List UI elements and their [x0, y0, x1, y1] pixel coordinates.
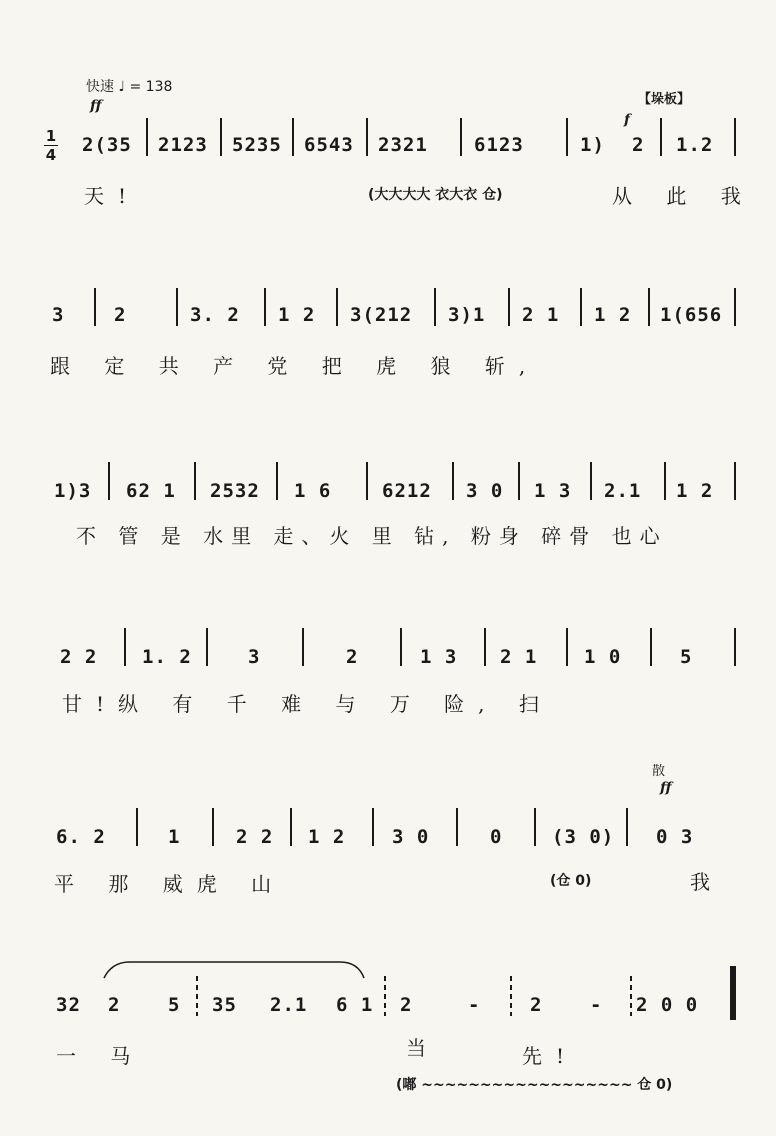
note-group: 1(656: [660, 304, 723, 326]
note-group: 1 2: [594, 304, 632, 326]
note-group: 1): [580, 134, 605, 156]
note-group: 2 2: [236, 826, 274, 848]
note-group: 1)3: [54, 480, 92, 502]
note-group: 1 3: [420, 646, 458, 668]
note-group: 2.1: [604, 480, 642, 502]
note-group: 1 3: [534, 480, 572, 502]
note-group: 1. 2: [142, 646, 192, 668]
note-group: 1.2: [676, 134, 714, 156]
lyric-line: 不 管 是 水里 走、火 里 钻, 粉身 碎骨 也心: [76, 524, 668, 548]
note-group: 0 3: [656, 826, 694, 848]
note-group: 0: [490, 826, 503, 848]
note-group: 2 1: [500, 646, 538, 668]
note-group: 5: [168, 994, 181, 1016]
note-group: 3(212: [350, 304, 413, 326]
banban-label: 【垛板】: [637, 92, 690, 107]
time-signature-top: 1: [45, 127, 57, 145]
note-group: 62 1: [126, 480, 176, 502]
note-group: 1 2: [308, 826, 346, 848]
note-group: 3 0: [392, 826, 430, 848]
note-group: 3. 2: [190, 304, 240, 326]
time-signature-bottom: 4: [45, 146, 57, 164]
note-group: 2 2: [60, 646, 98, 668]
time-signature: [44, 128, 58, 163]
note-group: 1 0: [584, 646, 622, 668]
tempo-marking: 快速 ♩ = 138: [86, 79, 173, 95]
note-group: 2.1: [270, 994, 308, 1016]
percussion-line: (大大大大 衣大衣 仓): [368, 187, 503, 203]
lyric-line: 从 此 我: [612, 184, 755, 208]
note-group: 6543: [304, 134, 354, 156]
note-group: 1 2: [676, 480, 714, 502]
note-group: 35: [212, 994, 237, 1016]
lyric-line: 一 马: [56, 1044, 145, 1068]
lyric-line: 我: [690, 870, 724, 894]
lyric-line: 跟 定 共 产 党 把 虎 狼 斩,: [50, 354, 540, 378]
dynamic-ff: ff: [660, 780, 672, 796]
note-group: 2123: [158, 134, 208, 156]
percussion-line: (嘟 ~~~~~~~~~~~~~~~~~~ 仓 0): [396, 1077, 673, 1093]
dynamic-f: f: [624, 112, 631, 128]
note-group: (3 0): [552, 826, 615, 848]
note-group: 1 6: [294, 480, 332, 502]
note-group: 6. 2: [56, 826, 106, 848]
note-group: 2: [346, 646, 359, 668]
note-group: 3 0: [466, 480, 504, 502]
note-group: 1 2: [278, 304, 316, 326]
slur: [100, 960, 370, 980]
note-group: 2532: [210, 480, 260, 502]
note-group: 6 1: [336, 994, 374, 1016]
note-group: 2321: [378, 134, 428, 156]
note-group: 3: [52, 304, 65, 326]
note-group: 1: [168, 826, 181, 848]
note-group: 2: [530, 994, 543, 1016]
lyric-line: 甘!纵 有 千 难 与 万 险, 扫: [62, 692, 553, 716]
lyric-line: 天!: [84, 184, 141, 208]
dynamic-ff: ff: [90, 98, 102, 114]
note-group: -: [590, 994, 603, 1016]
note-group: -: [468, 994, 481, 1016]
sanban-marking: 散: [652, 764, 666, 779]
note-group: 6212: [382, 480, 432, 502]
note-group: 3)1: [448, 304, 486, 326]
note-group: 5235: [232, 134, 282, 156]
note-group: 32: [56, 994, 81, 1016]
note-group: 2: [632, 134, 645, 156]
note-group: 2 1: [522, 304, 560, 326]
lyric-line: 先!: [522, 1044, 579, 1068]
note-group: 2: [108, 994, 121, 1016]
note-group: 3: [248, 646, 261, 668]
percussion-line: (仓 0): [550, 873, 592, 889]
note-group: 2 0 0: [636, 994, 699, 1016]
lyric-line: 平 那 威虎 山: [54, 872, 286, 896]
note-group: 6123: [474, 134, 524, 156]
note-group: 2: [400, 994, 413, 1016]
lyric-line: 当: [406, 1036, 440, 1060]
note-group: 2(35: [82, 134, 132, 156]
note-group: 5: [680, 646, 693, 668]
note-group: 2: [114, 304, 127, 326]
